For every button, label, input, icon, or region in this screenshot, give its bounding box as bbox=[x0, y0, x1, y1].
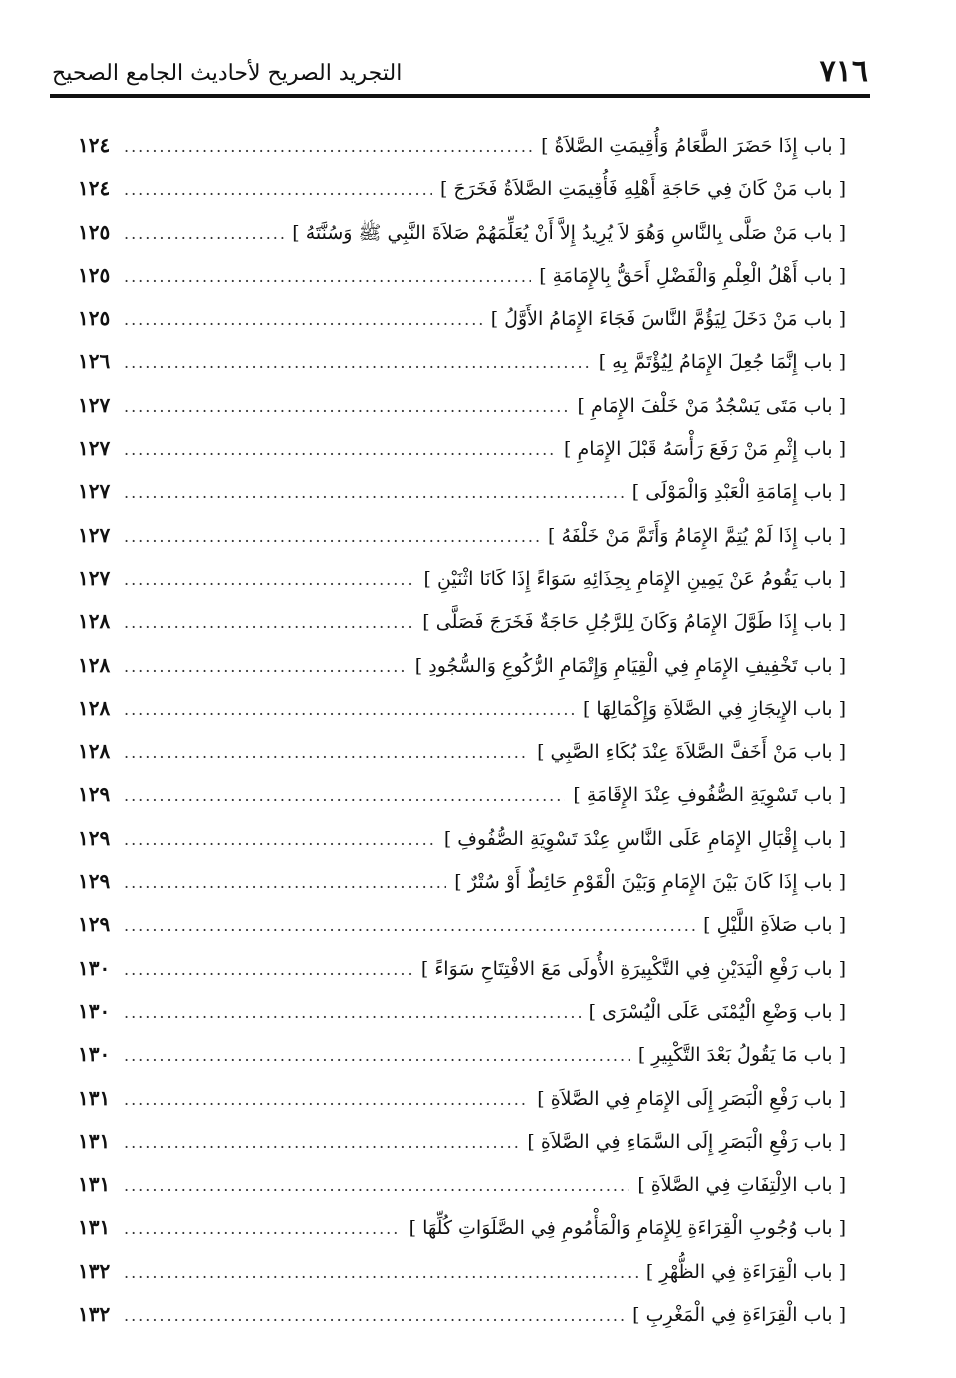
toc-entry bbox=[78, 1250, 846, 1293]
toc-entry-page-number: ١٣٠ bbox=[78, 998, 111, 1023]
dot-leader bbox=[124, 1294, 624, 1337]
toc-entry-title: [ باب وَضْعِ الْيُمْنَى عَلَى الْيُسْرَى ] bbox=[588, 1000, 846, 1023]
toc-entry bbox=[78, 773, 846, 816]
toc-entry bbox=[78, 730, 846, 773]
toc-entry-title: [ باب مَنْ صَلَّى بِالنَّاسِ وَهُوَ لاَ يُرِيدُ إِلاَّ أَنْ يُعَلِّمَهُمْ صَلاَةَ النَّبِي ﷺ وَسُنَّتَهُ ] bbox=[292, 221, 846, 244]
toc-entry-page-number: ١٢٤ bbox=[78, 176, 111, 201]
toc-entry-title: [ باب مَنْ دَخَلَ لِيَؤُمَّ النَّاسَ فَجَاءَ الإِمَامُ الأَوَّلُ ] bbox=[490, 308, 846, 331]
dot-leader bbox=[124, 731, 529, 774]
dot-leader bbox=[124, 774, 565, 817]
dot-leader bbox=[124, 515, 540, 558]
toc-entry bbox=[78, 297, 846, 340]
toc-entry-title: [ باب إِمَامَةِ الْعَبْدِ وَالْمَوْلَى ] bbox=[631, 481, 846, 504]
dot-leader bbox=[124, 428, 556, 471]
toc-entry bbox=[78, 340, 846, 383]
toc-entry-page-number: ١٣١ bbox=[78, 1128, 111, 1153]
toc-entry-page-number: ١٢٩ bbox=[78, 782, 111, 807]
dot-leader bbox=[124, 212, 284, 255]
toc-entry bbox=[78, 124, 846, 167]
toc-entry-title: [ باب رَفْعِ الْبَصَرِ إِلَى السَّمَاءِ فِي الصَّلاَةِ ] bbox=[527, 1130, 846, 1153]
toc-entry bbox=[78, 903, 846, 946]
dot-leader bbox=[124, 1207, 401, 1250]
dot-leader bbox=[124, 385, 570, 428]
toc-entry bbox=[78, 1206, 846, 1249]
dot-leader bbox=[124, 861, 446, 904]
toc-entry-page-number: ١٢٥ bbox=[78, 262, 111, 287]
toc-entry bbox=[78, 687, 846, 730]
toc-entry bbox=[78, 470, 846, 513]
toc-entry-page-number: ١٣١ bbox=[78, 1172, 111, 1197]
toc-entry-page-number: ١٢٥ bbox=[78, 306, 111, 331]
toc-entry-title: [ باب مَنْ كَانَ فِي حَاجَةِ أَهْلِهِ فَأُقِيمَتِ الصَّلاَةُ فَخَرَجَ ] bbox=[439, 178, 846, 201]
toc-entry bbox=[78, 254, 846, 297]
toc-entry-title: [ باب مَا يَقُولُ بَعْدَ التَّكْبِيرِ ] bbox=[637, 1044, 846, 1067]
toc-entry-title: [ باب إِنَّمَا جُعِلَ الإِمَامُ لِيُؤْتَمَّ بِهِ ] bbox=[598, 351, 846, 374]
toc-entry-page-number: ١٣٠ bbox=[78, 955, 111, 980]
dot-leader bbox=[124, 298, 483, 341]
toc-entry-page-number: ١٢٨ bbox=[78, 695, 111, 720]
dot-leader bbox=[124, 688, 575, 731]
toc-entry-page-number: ١٢٨ bbox=[78, 739, 111, 764]
header-rule bbox=[50, 94, 870, 98]
dot-leader bbox=[124, 904, 695, 947]
toc-entry-page-number: ١٢٦ bbox=[78, 349, 111, 374]
dot-leader bbox=[124, 471, 624, 514]
toc-entry bbox=[78, 557, 846, 600]
toc-entry-page-number: ١٢٩ bbox=[78, 825, 111, 850]
dot-leader bbox=[124, 341, 591, 384]
toc-entry-page-number: ١٢٧ bbox=[78, 479, 111, 504]
toc-entry-title: [ باب الْقِرَاءَةِ فِي الظُّهْرِ ] bbox=[645, 1260, 846, 1283]
dot-leader bbox=[124, 1251, 638, 1294]
toc-entry-title: [ باب إِذَا لَمْ يُتِمَّ الإِمَامُ وَأَتَمَّ مَنْ خَلْفَهُ ] bbox=[548, 524, 846, 547]
toc-entry-page-number: ١٢٧ bbox=[78, 436, 111, 461]
dot-leader bbox=[124, 255, 531, 298]
toc-entry-title: [ باب تَسْوِيَةِ الصُّفُوفِ عِنْدَ الإِقَامَةِ ] bbox=[573, 784, 846, 807]
toc-entry-page-number: ١٢٧ bbox=[78, 522, 111, 547]
toc-entry-page-number: ١٢٨ bbox=[78, 609, 111, 634]
toc-entry-title: [ باب يَقُومُ عَنْ يَمِينِ الإِمَامِ بِحِذَائِهِ سَوَاءً إِذَا كَانَا اثْنَيْنِ ] bbox=[423, 567, 846, 590]
toc-entry bbox=[78, 1120, 846, 1163]
dot-leader bbox=[124, 948, 413, 991]
toc-entry bbox=[78, 1293, 846, 1336]
dot-leader bbox=[124, 168, 432, 211]
page-number: ٧١٦ bbox=[819, 54, 868, 89]
toc-entry bbox=[78, 817, 846, 860]
table-of-contents bbox=[78, 124, 846, 1336]
toc-entry bbox=[78, 600, 846, 643]
toc-entry-page-number: ١٢٧ bbox=[78, 565, 111, 590]
toc-entry-title: [ باب أَهْلُ الْعِلْمِ وَالْفَضْلِ أَحَقُّ بِالإِمَامَةِ ] bbox=[539, 264, 846, 287]
toc-entry bbox=[78, 514, 846, 557]
toc-entry-title: [ باب إِذَا طَوَّلَ الإِمَامُ وَكَانَ لِلرَّجُلِ حَاجَةٌ فَخَرَجَ فَصَلَّى ] bbox=[422, 611, 846, 634]
dot-leader bbox=[124, 991, 581, 1034]
toc-entry-title: [ باب مَتَى يَسْجُدُ مَنْ خَلْفَ الإِمَامِ ] bbox=[577, 394, 846, 417]
toc-entry-title: [ باب رَفْعِ الْبَصَرِ إِلَى الإِمَامِ فِي الصَّلاَةِ ] bbox=[537, 1087, 846, 1110]
toc-entry-page-number: ١٣٠ bbox=[78, 1042, 111, 1067]
toc-entry bbox=[78, 1033, 846, 1076]
toc-entry-title: [ باب إِثْمِ مَنْ رَفَعَ رَأْسَهُ قَبْلَ الإِمَامِ ] bbox=[564, 438, 846, 461]
toc-entry-title: [ باب وُجُوبِ الْقِرَاءَةِ لِلإِمَامِ وَالْمَأْمُومِ فِي الصَّلَوَاتِ كُلِّهَا ] bbox=[408, 1217, 846, 1240]
toc-entry bbox=[78, 947, 846, 990]
toc-entry-title: [ باب إِذَا كَانَ بَيْنَ الإِمَامِ وَبَيْنَ الْقَوْمِ حَائِطٌ أَوْ سُتْرٌ ] bbox=[454, 871, 846, 894]
toc-entry bbox=[78, 211, 846, 254]
toc-entry-page-number: ١٣٢ bbox=[78, 1302, 111, 1327]
toc-entry bbox=[78, 860, 846, 903]
dot-leader bbox=[124, 1034, 630, 1077]
toc-entry bbox=[78, 167, 846, 210]
toc-entry-title: [ باب رَفْعِ الْيَدَيْنِ فِي التَّكْبِيرَةِ الأُولَى مَعَ الافْتِتَاحِ سَوَاءً ] bbox=[420, 957, 846, 980]
toc-entry-title: [ باب الاِلْتِفَاتِ فِي الصَّلاَةِ ] bbox=[637, 1174, 846, 1197]
toc-entry bbox=[78, 1163, 846, 1206]
toc-entry-page-number: ١٢٥ bbox=[78, 219, 111, 244]
running-title: التجريد الصريح لأحاديث الجامع الصحيح bbox=[52, 61, 403, 86]
toc-entry-page-number: ١٢٤ bbox=[78, 133, 111, 157]
dot-leader bbox=[124, 1121, 519, 1164]
toc-entry-title: [ باب الإِيجَازِ فِي الصَّلاَةِ وَإِكْمَالِهَا ] bbox=[582, 697, 846, 720]
toc-entry-title: [ باب إِذَا حَضَرَ الطَّعَامُ وَأُقِيمَتِ الصَّلاَةُ ] bbox=[541, 135, 846, 157]
toc-entry bbox=[78, 990, 846, 1033]
dot-leader bbox=[124, 1164, 629, 1207]
toc-entry-title: [ باب الْقِرَاءَةِ فِي الْمَغْرِبِ ] bbox=[632, 1304, 846, 1327]
toc-entry-page-number: ١٢٩ bbox=[78, 912, 111, 937]
toc-entry-page-number: ١٣١ bbox=[78, 1215, 111, 1240]
dot-leader bbox=[124, 645, 407, 688]
dot-leader bbox=[124, 1078, 529, 1121]
toc-entry bbox=[78, 427, 846, 470]
toc-entry-title: [ باب صَلاَةِ اللَّيْلِ ] bbox=[703, 914, 846, 937]
toc-entry bbox=[78, 384, 846, 427]
toc-entry-page-number: ١٢٩ bbox=[78, 869, 111, 894]
toc-entry-title: [ باب تَخْفِيفِ الإِمَامِ فِي الْقِيَامِ وَإِتْمَامِ الرُّكُوعِ وَالسُّجُودِ ] bbox=[414, 654, 846, 677]
dot-leader bbox=[124, 125, 533, 168]
toc-entry-title: [ باب إِقْبَالِ الإِمَامِ عَلَى النَّاسِ عِنْدَ تَسْوِيَةِ الصُّفُوفِ ] bbox=[443, 827, 846, 850]
toc-entry-page-number: ١٢٨ bbox=[78, 652, 111, 677]
dot-leader bbox=[124, 601, 414, 644]
page-header bbox=[52, 52, 868, 92]
dot-leader bbox=[124, 558, 416, 601]
toc-entry-page-number: ١٣٢ bbox=[78, 1258, 111, 1283]
toc-entry-title: [ باب مَنْ أَخَفَّ الصَّلاَةَ عِنْدَ بُكَاءِ الصَّبِي ] bbox=[537, 741, 846, 764]
dot-leader bbox=[124, 818, 436, 861]
toc-entry-page-number: ١٢٧ bbox=[78, 392, 111, 417]
toc-entry bbox=[78, 644, 846, 687]
toc-entry-page-number: ١٣١ bbox=[78, 1085, 111, 1110]
toc-entry bbox=[78, 1077, 846, 1120]
